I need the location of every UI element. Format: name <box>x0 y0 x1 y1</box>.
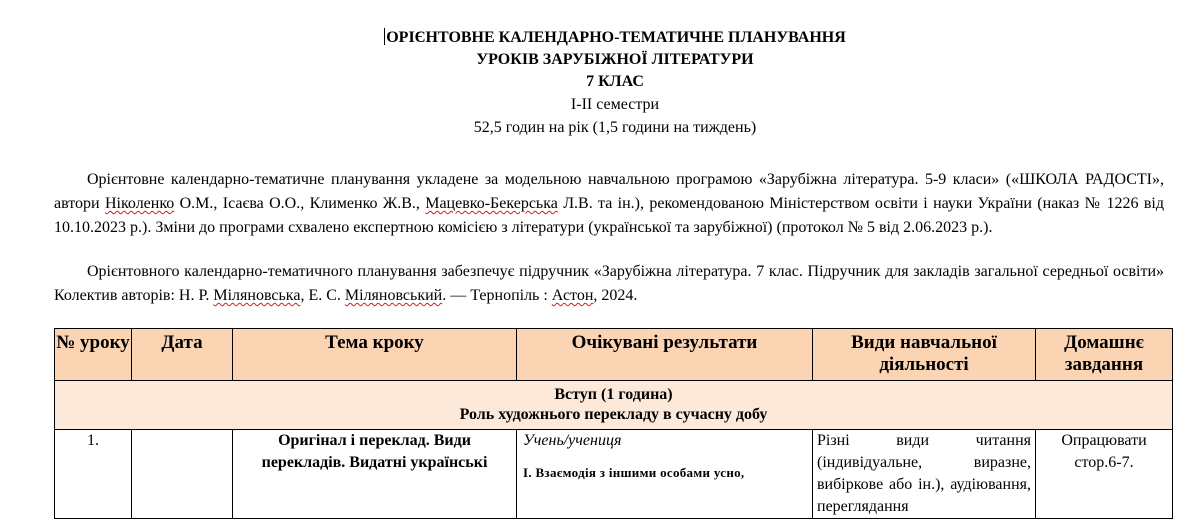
spell-flag: Астон <box>551 287 594 304</box>
cell-results <box>517 430 813 519</box>
table-row <box>55 430 1173 519</box>
spell-flag: Міляновська <box>213 287 301 304</box>
plan-table <box>54 328 1173 519</box>
intro-paragraph-2: Орієнтовного календарно-тематичного планування забезпечує підручник «Зарубіжна література. 7 клас. Підручник для закладів загальної середньої освіти» Колектив авторів: Н. Р. Міляновська, Е. С. Міляновський. — Тернопіль : Астон, 2024. <box>54 263 1164 304</box>
result-item: І. Взаємодія з іншими особами усно, <box>523 465 745 480</box>
title-line-1: ОРІЄНТОВНЕ КАЛЕНДАРНО-ТЕМАТИЧНЕ ПЛАНУВАННЯ <box>386 29 846 46</box>
section-cell <box>55 381 1173 430</box>
section-row <box>55 381 1173 430</box>
cell-topic: Оригінал і переклад. Види перекладів. Видатні українські <box>233 430 517 519</box>
spell-flag: Ніколенко <box>104 195 175 212</box>
section-subtitle: Роль художнього перекладу в сучасну добу <box>459 406 768 423</box>
cell-date <box>132 430 233 519</box>
title-line-2: УРОКІВ ЗАРУБІЖНОЇ ЛІТЕРАТУРИ <box>476 51 754 68</box>
col-header-date: Дата <box>132 329 233 381</box>
col-header-homework: Домашнє завдання <box>1036 329 1173 381</box>
cell-homework: Опрацювати стор.6-7. <box>1036 430 1173 519</box>
table-header-row <box>55 329 1173 381</box>
intro-paragraph-1: Орієнтовне календарно-тематичне планування укладене за модельною навчальною програмою «Зарубіжна література. 5-9 класи» («ШКОЛА РАДОСТІ», автори Ніколенко О.М., Ісаєва О.О., Клименко Ж.В., Мацевко-Бекерська Л.В. та ін.), рекомендованою Міністерством освіти і науки України (наказ № 1226 від 10.10.2023 р.). Зміни до програми схвалено експертною комісією з літератури (української та зарубіжної) (протокол № 5 від 2.06.2023 р.). <box>54 171 1164 236</box>
col-header-number: № уроку <box>55 329 132 381</box>
section-title: Вступ (1 година) <box>554 386 673 403</box>
col-header-topic: Тема кроку <box>233 329 517 381</box>
result-role: Учень/учениця <box>523 432 622 449</box>
cell-activities: Різні види читання (індивідуальне, виразне, вибіркове або ін.), аудіювання, переглядання <box>813 430 1036 519</box>
col-header-results: Очікувані результати <box>517 329 813 381</box>
spell-flag: Міляновський <box>344 287 443 304</box>
title-hours: 52,5 годин на рік (1,5 години на тиждень) <box>473 119 757 136</box>
cell-number: 1. <box>55 430 132 519</box>
spell-flag: Мацевко-Бекерська <box>425 195 558 212</box>
title-grade: 7 КЛАС <box>586 73 644 90</box>
document-header <box>0 27 1200 139</box>
col-header-activities: Види навчальної діяльності <box>813 329 1036 381</box>
title-semesters: І-ІІ семестри <box>570 96 660 113</box>
